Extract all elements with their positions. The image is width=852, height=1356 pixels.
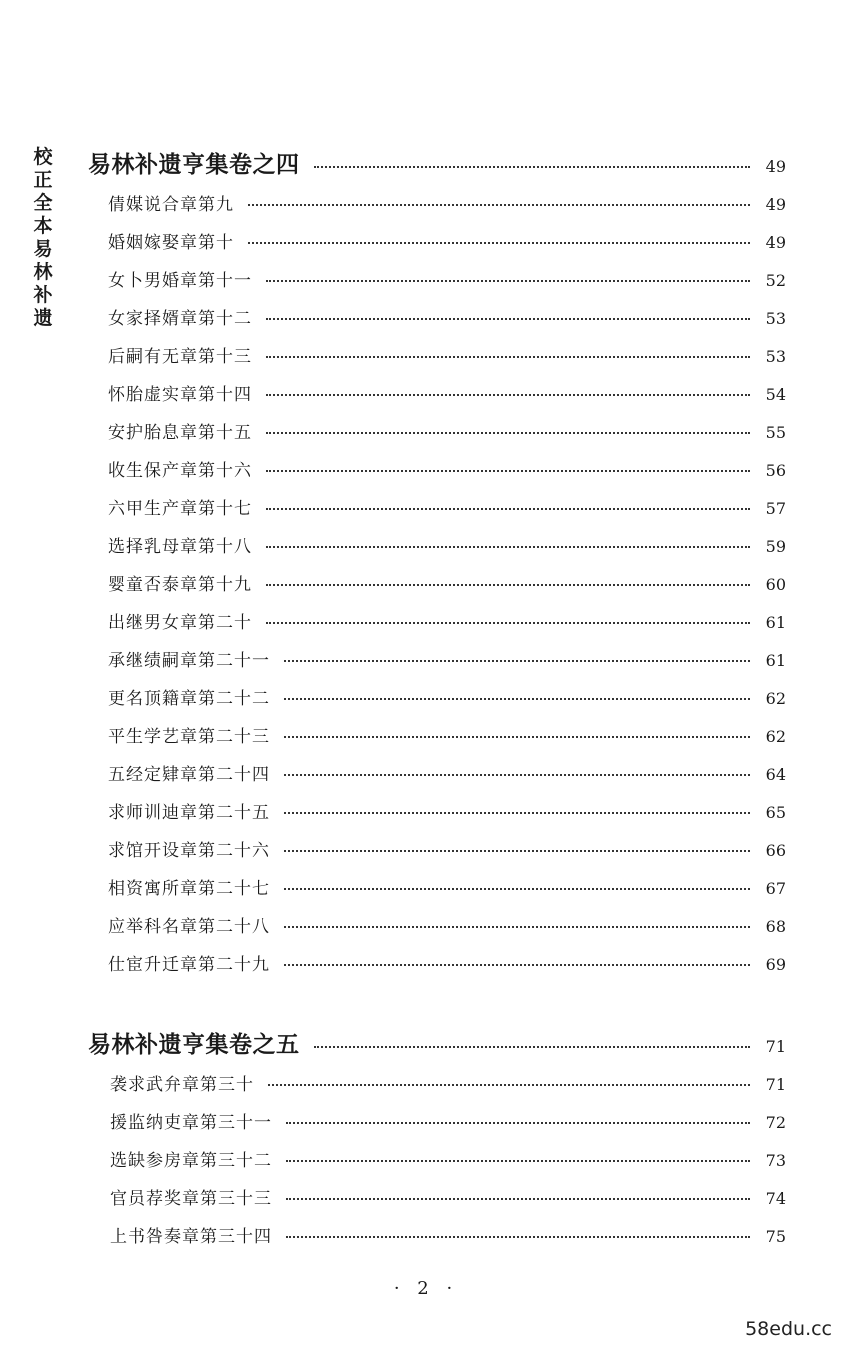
toc-entry[interactable] <box>108 380 786 405</box>
chapter-title: 怀胎虚实章第十四 <box>108 385 252 405</box>
page-number: 49 <box>765 233 786 252</box>
dot-leader <box>284 926 750 928</box>
chapter-title: 上书咎奏章第三十四 <box>110 1227 272 1247</box>
page-number: 59 <box>765 537 786 556</box>
running-title: 校正全本易林补遗 <box>33 146 53 329</box>
section-title: 易林补遗亨集卷之五 <box>88 1031 300 1058</box>
page-number: 60 <box>765 575 786 594</box>
dot-leader <box>284 774 750 776</box>
toc-entry[interactable] <box>108 874 786 899</box>
toc-entry[interactable] <box>108 418 786 443</box>
chapter-title: 出继男女章第二十 <box>108 613 252 633</box>
chapter-title: 平生学艺章第二十三 <box>108 727 270 747</box>
page-number: 57 <box>765 499 786 518</box>
dot-leader <box>286 1236 750 1238</box>
page-number: 73 <box>765 1151 786 1170</box>
page-number: 61 <box>765 651 786 670</box>
page-number: 69 <box>765 955 786 974</box>
page-footer-number: · 2 · <box>393 1278 459 1299</box>
toc-entry[interactable] <box>108 760 786 785</box>
dot-leader <box>268 1084 750 1086</box>
dot-leader <box>266 470 750 472</box>
chapter-title: 承继绩嗣章第二十一 <box>108 651 270 671</box>
dot-leader <box>284 964 750 966</box>
toc-entry[interactable] <box>108 570 786 595</box>
dot-leader <box>266 432 750 434</box>
toc-entry[interactable] <box>110 1222 786 1247</box>
toc-entry[interactable] <box>110 1108 786 1133</box>
toc-entry[interactable] <box>108 836 786 861</box>
toc-entry[interactable] <box>110 1184 786 1209</box>
toc-entry[interactable] <box>110 1070 786 1095</box>
page-number: 61 <box>765 613 786 632</box>
dot-leader <box>314 166 751 168</box>
toc-entry[interactable] <box>108 228 786 253</box>
toc-entry[interactable] <box>108 722 786 747</box>
chapter-title: 婚姻嫁娶章第十 <box>108 233 234 253</box>
page-number: 71 <box>765 1037 786 1056</box>
chapter-title: 安护胎息章第十五 <box>108 423 252 443</box>
toc-section-5[interactable] <box>88 1026 786 1059</box>
page-number: 65 <box>765 803 786 822</box>
toc-entry[interactable] <box>108 912 786 937</box>
page-number: 68 <box>765 917 786 936</box>
page-number: 75 <box>765 1227 786 1246</box>
page-number: 62 <box>765 689 786 708</box>
dot-leader <box>286 1160 750 1162</box>
dot-leader <box>266 584 750 586</box>
toc-entry[interactable] <box>108 532 786 557</box>
chapter-title: 选择乳母章第十八 <box>108 537 252 557</box>
toc-entry[interactable] <box>108 950 786 975</box>
toc-entry[interactable] <box>108 342 786 367</box>
page-number: 54 <box>765 385 786 404</box>
dot-leader <box>266 356 750 358</box>
page-number: 49 <box>765 195 786 214</box>
page-number: 67 <box>765 879 786 898</box>
chapter-title: 选缺参房章第三十二 <box>110 1151 272 1171</box>
chapter-title: 婴童否泰章第十九 <box>108 575 252 595</box>
chapter-title: 更名顶籍章第二十二 <box>108 689 270 709</box>
page-number: 64 <box>765 765 786 784</box>
chapter-title: 求师训迪章第二十五 <box>108 803 270 823</box>
dot-leader <box>284 812 750 814</box>
dot-leader <box>286 1122 750 1124</box>
toc-entry[interactable] <box>108 798 786 823</box>
chapter-title: 援监纳吏章第三十一 <box>110 1113 272 1133</box>
chapter-title: 仕宦升迁章第二十九 <box>108 955 270 975</box>
chapter-title: 求馆开设章第二十六 <box>108 841 270 861</box>
page-number: 72 <box>765 1113 786 1132</box>
toc-entry[interactable] <box>108 304 786 329</box>
dot-leader <box>266 280 750 282</box>
dot-leader <box>266 318 750 320</box>
chapter-title: 女卜男婚章第十一 <box>108 271 252 291</box>
chapter-title: 女家择婿章第十二 <box>108 309 252 329</box>
chapter-title: 六甲生产章第十七 <box>108 499 252 519</box>
dot-leader <box>266 508 750 510</box>
toc-entry[interactable] <box>108 190 786 215</box>
toc-section-4[interactable] <box>88 146 786 179</box>
dot-leader <box>284 736 750 738</box>
page-number: 49 <box>765 157 786 176</box>
toc-entry[interactable] <box>110 1146 786 1171</box>
toc-entry[interactable] <box>108 608 786 633</box>
chapter-title: 相资寓所章第二十七 <box>108 879 270 899</box>
chapter-title: 袭求武弁章第三十 <box>110 1075 254 1095</box>
page-number: 71 <box>765 1075 786 1094</box>
dot-leader <box>286 1198 750 1200</box>
toc-entry[interactable] <box>108 456 786 481</box>
section-title: 易林补遗亨集卷之四 <box>88 151 300 178</box>
chapter-title: 官员荐奖章第三十三 <box>110 1189 272 1209</box>
page-number: 74 <box>765 1189 786 1208</box>
page-number: 66 <box>765 841 786 860</box>
chapter-title: 后嗣有无章第十三 <box>108 347 252 367</box>
dot-leader <box>266 546 750 548</box>
page-number: 62 <box>765 727 786 746</box>
page-number: 56 <box>765 461 786 480</box>
toc-entry[interactable] <box>108 266 786 291</box>
toc-entry[interactable] <box>108 684 786 709</box>
chapter-title: 应举科名章第二十八 <box>108 917 270 937</box>
dot-leader <box>284 660 750 662</box>
dot-leader <box>266 622 750 624</box>
dot-leader <box>266 394 750 396</box>
toc-entry[interactable] <box>108 494 786 519</box>
watermark: 58edu.cc <box>745 1318 832 1340</box>
page-number: 53 <box>765 309 786 328</box>
dot-leader <box>248 242 750 244</box>
page-number: 52 <box>765 271 786 290</box>
toc-entry[interactable] <box>108 646 786 671</box>
dot-leader <box>284 850 750 852</box>
dot-leader <box>314 1046 751 1048</box>
dot-leader <box>248 204 750 206</box>
dot-leader <box>284 698 750 700</box>
chapter-title: 五经定肄章第二十四 <box>108 765 270 785</box>
chapter-title: 收生保产章第十六 <box>108 461 252 481</box>
dot-leader <box>284 888 750 890</box>
page-number: 55 <box>765 423 786 442</box>
page-number: 53 <box>765 347 786 366</box>
chapter-title: 倩媒说合章第九 <box>108 195 234 215</box>
